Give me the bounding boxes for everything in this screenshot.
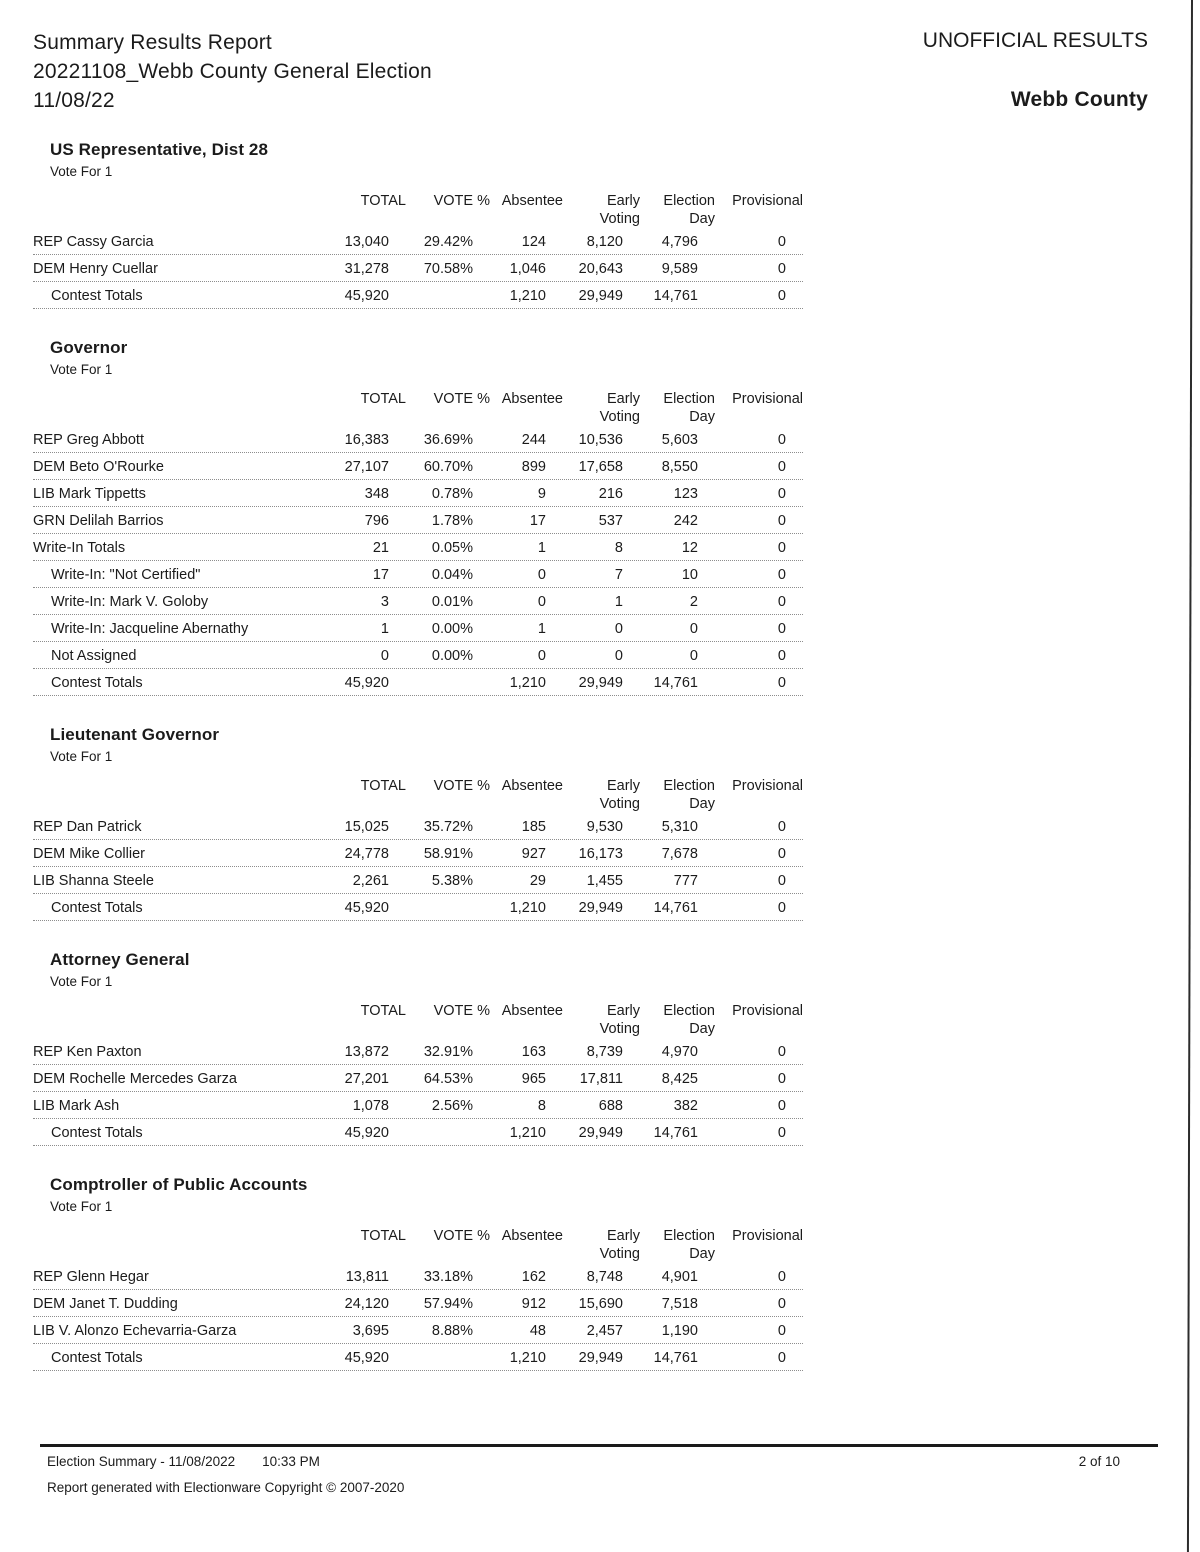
- table-row: [33, 1038, 803, 1065]
- col-header-vote-pct: VOTE %: [433, 1228, 490, 1244]
- early-voting-cell: 15,690: [578, 1296, 623, 1312]
- col-header-election-day: Election Day: [663, 778, 715, 812]
- col-header-provisional: Provisional: [732, 1228, 803, 1244]
- col-header-total: TOTAL: [360, 1228, 406, 1244]
- row-label: DEM Mike Collier: [33, 846, 145, 862]
- table-row: [33, 1092, 803, 1119]
- report-title-block: [33, 28, 432, 115]
- table-row: [33, 1317, 803, 1344]
- provisional-cell: 0: [777, 846, 786, 862]
- total-cell: 27,107: [344, 459, 389, 475]
- provisional-cell: 0: [777, 513, 786, 529]
- early-voting-cell: 29,949: [578, 1125, 623, 1141]
- row-label: REP Ken Paxton: [33, 1044, 142, 1060]
- table-body: [33, 426, 803, 696]
- row-label: DEM Janet T. Dudding: [33, 1296, 178, 1312]
- total-cell: 3: [380, 594, 389, 610]
- total-cell: 17: [372, 567, 389, 583]
- contest-title: Comptroller of Public Accounts: [50, 1175, 308, 1194]
- vote-pct-cell: 8.88%: [431, 1323, 473, 1339]
- election-day-cell: 4,970: [661, 1044, 698, 1060]
- election-day-cell: 4,796: [661, 234, 698, 250]
- vote-pct-cell: [406, 288, 490, 304]
- vote-pct-cell: [406, 1125, 490, 1141]
- absentee-cell: 1: [537, 540, 546, 556]
- election-day-cell: 0: [689, 621, 698, 637]
- election-day-cell: 382: [673, 1098, 698, 1114]
- total-cell: 45,920: [344, 1350, 389, 1366]
- table-row: [33, 561, 803, 588]
- col-header-election-day: Election Day: [663, 1228, 715, 1262]
- scan-edge-line: [1187, 0, 1193, 1552]
- col-header-total: TOTAL: [360, 193, 406, 209]
- col-header-vote-pct: VOTE %: [433, 1003, 490, 1019]
- vote-pct-cell: 0.05%: [431, 540, 473, 556]
- total-cell: 24,120: [344, 1296, 389, 1312]
- document-header: [33, 28, 1148, 115]
- table-row: [33, 642, 803, 669]
- absentee-cell: 927: [521, 846, 546, 862]
- absentee-cell: 1,210: [509, 1350, 546, 1366]
- provisional-cell: 0: [777, 1098, 786, 1114]
- col-header-early-voting: Early Voting: [599, 1228, 640, 1262]
- provisional-cell: 0: [777, 1323, 786, 1339]
- row-label: DEM Beto O'Rourke: [33, 459, 164, 475]
- election-name: 20221108_Webb County General Election: [33, 60, 432, 83]
- footer-generated: Report generated with Electionware Copyright © 2007-2020: [47, 1480, 405, 1495]
- vote-pct-cell: 32.91%: [423, 1044, 473, 1060]
- row-label: Contest Totals: [51, 288, 143, 304]
- provisional-cell: 0: [777, 819, 786, 835]
- election-day-cell: 14,761: [653, 288, 698, 304]
- contest-title: Lieutenant Governor: [50, 725, 220, 744]
- total-cell: 796: [364, 513, 389, 529]
- header-spacer: [33, 1002, 322, 1038]
- election-date: 11/08/22: [33, 89, 115, 112]
- col-header-provisional: Provisional: [732, 391, 803, 407]
- provisional-cell: 0: [777, 594, 786, 610]
- table-row: [33, 1290, 803, 1317]
- early-voting-cell: 29,949: [578, 900, 623, 916]
- vote-pct-cell: 36.69%: [423, 432, 473, 448]
- absentee-cell: 912: [521, 1296, 546, 1312]
- table-row: [33, 507, 803, 534]
- absentee-cell: 965: [521, 1071, 546, 1087]
- row-label: LIB Mark Tippetts: [33, 486, 146, 502]
- footer-rule: [40, 1444, 1158, 1447]
- election-day-cell: 2: [689, 594, 698, 610]
- row-label: Write-In: "Not Certified": [51, 567, 201, 583]
- vote-pct-cell: 64.53%: [423, 1071, 473, 1087]
- election-day-cell: 5,603: [661, 432, 698, 448]
- provisional-cell: 0: [777, 1125, 786, 1141]
- early-voting-cell: 537: [598, 513, 623, 529]
- absentee-cell: 1,210: [509, 1125, 546, 1141]
- total-cell: 13,872: [344, 1044, 389, 1060]
- provisional-cell: 0: [777, 234, 786, 250]
- row-label: LIB Mark Ash: [33, 1098, 120, 1114]
- county-name: Webb County: [1010, 88, 1148, 111]
- total-cell: 16,383: [344, 432, 389, 448]
- provisional-cell: 0: [777, 567, 786, 583]
- election-day-cell: 777: [673, 873, 698, 889]
- election-day-cell: 8,550: [661, 459, 698, 475]
- election-day-cell: 242: [673, 513, 698, 529]
- table-row: [33, 282, 803, 309]
- provisional-cell: 0: [777, 432, 786, 448]
- col-header-absentee: Absentee: [501, 1228, 563, 1244]
- early-voting-cell: 16,173: [578, 846, 623, 862]
- absentee-cell: 8: [537, 1098, 546, 1114]
- total-cell: 45,920: [344, 675, 389, 691]
- col-header-absentee: Absentee: [501, 778, 563, 794]
- row-label: LIB Shanna Steele: [33, 873, 154, 889]
- row-label: LIB V. Alonzo Echevarria-Garza: [33, 1323, 237, 1339]
- total-cell: 2,261: [352, 873, 389, 889]
- row-label: Contest Totals: [51, 675, 143, 691]
- table-body: [33, 1038, 803, 1146]
- col-header-vote-pct: VOTE %: [433, 193, 490, 209]
- early-voting-cell: 8: [614, 540, 623, 556]
- early-voting-cell: 29,949: [578, 675, 623, 691]
- early-voting-cell: 8,739: [586, 1044, 623, 1060]
- col-header-absentee: Absentee: [501, 1003, 563, 1019]
- absentee-cell: 1,210: [509, 288, 546, 304]
- early-voting-cell: 7: [614, 567, 623, 583]
- footer-summary-group: [47, 1454, 320, 1469]
- table-body: [33, 228, 803, 309]
- table-row: [33, 894, 803, 921]
- table-row: [33, 867, 803, 894]
- absentee-cell: 185: [521, 819, 546, 835]
- col-header-absentee: Absentee: [501, 391, 563, 407]
- table-header-row: [33, 192, 803, 228]
- absentee-cell: 162: [521, 1269, 546, 1285]
- contest-title: Governor: [50, 338, 128, 357]
- provisional-cell: 0: [777, 621, 786, 637]
- provisional-cell: 0: [777, 459, 786, 475]
- row-label: Contest Totals: [51, 1350, 143, 1366]
- total-cell: 3,695: [352, 1323, 389, 1339]
- early-voting-cell: 17,811: [579, 1071, 623, 1087]
- absentee-cell: 1: [537, 621, 546, 637]
- election-day-cell: 9,589: [661, 261, 698, 277]
- row-label: Write-In: Jacqueline Abernathy: [51, 621, 249, 637]
- absentee-cell: 0: [537, 648, 546, 664]
- total-cell: 1: [380, 621, 389, 637]
- absentee-cell: 1,046: [509, 261, 546, 277]
- provisional-cell: 0: [777, 486, 786, 502]
- election-day-cell: 7,518: [661, 1296, 698, 1312]
- col-header-vote-pct: VOTE %: [433, 391, 490, 407]
- election-day-cell: 14,761: [653, 675, 698, 691]
- provisional-cell: 0: [777, 1296, 786, 1312]
- row-label: REP Cassy Garcia: [33, 234, 154, 250]
- election-day-cell: 1,190: [661, 1323, 698, 1339]
- absentee-cell: 0: [537, 567, 546, 583]
- provisional-cell: 0: [777, 675, 786, 691]
- col-header-total: TOTAL: [360, 778, 406, 794]
- election-day-cell: 0: [689, 648, 698, 664]
- vote-pct-cell: 60.70%: [423, 459, 473, 475]
- table-body: [33, 813, 803, 921]
- unofficial-results-label: UNOFFICIAL RESULTS: [922, 29, 1148, 52]
- table-row: [33, 1065, 803, 1092]
- col-header-election-day: Election Day: [663, 1003, 715, 1037]
- early-voting-cell: 10,536: [578, 432, 623, 448]
- provisional-cell: 0: [777, 1269, 786, 1285]
- col-header-provisional: Provisional: [732, 193, 803, 209]
- vote-pct-cell: [406, 675, 490, 691]
- contest-section: [33, 725, 803, 921]
- vote-pct-cell: 35.72%: [423, 819, 473, 835]
- table-row: [33, 615, 803, 642]
- contest-title: Attorney General: [50, 950, 190, 969]
- early-voting-cell: 8,120: [586, 234, 623, 250]
- row-label: Contest Totals: [51, 900, 143, 916]
- absentee-cell: 0: [537, 594, 546, 610]
- row-label: DEM Rochelle Mercedes Garza: [33, 1071, 237, 1087]
- total-cell: 13,040: [344, 234, 389, 250]
- table-header-row: [33, 777, 803, 813]
- vote-pct-cell: 0.00%: [431, 648, 473, 664]
- early-voting-cell: 29,949: [578, 288, 623, 304]
- footer-line: [47, 1454, 1120, 1469]
- provisional-cell: 0: [777, 288, 786, 304]
- election-day-cell: 8,425: [661, 1071, 698, 1087]
- vote-pct-cell: 70.58%: [423, 261, 473, 277]
- vote-for-label: Vote For 1: [50, 362, 113, 377]
- table-row: [33, 1263, 803, 1290]
- vote-pct-cell: 57.94%: [423, 1296, 473, 1312]
- table-row: [33, 255, 803, 282]
- early-voting-cell: 8,748: [586, 1269, 623, 1285]
- col-header-early-voting: Early Voting: [599, 778, 640, 812]
- absentee-cell: 1,210: [509, 675, 546, 691]
- col-header-provisional: Provisional: [732, 778, 803, 794]
- early-voting-cell: 17,658: [578, 459, 623, 475]
- vote-for-label: Vote For 1: [50, 749, 113, 764]
- col-header-election-day: Election Day: [663, 193, 715, 227]
- total-cell: 45,920: [344, 288, 389, 304]
- col-header-early-voting: Early Voting: [599, 193, 640, 227]
- absentee-cell: 124: [521, 234, 546, 250]
- table-row: [33, 480, 803, 507]
- table-row: [33, 813, 803, 840]
- early-voting-cell: 216: [598, 486, 623, 502]
- early-voting-cell: 29,949: [578, 1350, 623, 1366]
- absentee-cell: 899: [521, 459, 546, 475]
- table-row: [33, 534, 803, 561]
- absentee-cell: 1,210: [509, 900, 546, 916]
- table-row: [33, 1344, 803, 1371]
- vote-pct-cell: 1.78%: [431, 513, 473, 529]
- vote-pct-cell: [406, 900, 490, 916]
- page-number: 2 of 10: [1078, 1454, 1120, 1469]
- election-day-cell: 14,761: [653, 1125, 698, 1141]
- contest-section: [33, 140, 803, 309]
- total-cell: 27,201: [344, 1071, 389, 1087]
- provisional-cell: 0: [777, 1044, 786, 1060]
- vote-pct-cell: [406, 1350, 490, 1366]
- vote-for-label: Vote For 1: [50, 1199, 113, 1214]
- vote-pct-cell: 33.18%: [423, 1269, 473, 1285]
- col-header-early-voting: Early Voting: [599, 391, 640, 425]
- contest-section: [33, 950, 803, 1146]
- election-day-cell: 4,901: [661, 1269, 698, 1285]
- contest-section: [33, 1175, 803, 1371]
- table-row: [33, 588, 803, 615]
- provisional-cell: 0: [777, 648, 786, 664]
- provisional-cell: 0: [777, 900, 786, 916]
- absentee-cell: 163: [521, 1044, 546, 1060]
- vote-pct-cell: 5.38%: [431, 873, 473, 889]
- early-voting-cell: 9,530: [586, 819, 623, 835]
- table-row: [33, 453, 803, 480]
- early-voting-cell: 0: [614, 648, 623, 664]
- col-header-total: TOTAL: [360, 391, 406, 407]
- header-spacer: [33, 390, 322, 426]
- total-cell: 24,778: [344, 846, 389, 862]
- election-day-cell: 14,761: [653, 1350, 698, 1366]
- total-cell: 348: [364, 486, 389, 502]
- contest-title: US Representative, Dist 28: [50, 140, 269, 159]
- col-header-election-day: Election Day: [663, 391, 715, 425]
- row-label: DEM Henry Cuellar: [33, 261, 158, 277]
- header-spacer: [33, 1227, 322, 1263]
- vote-pct-cell: 0.04%: [431, 567, 473, 583]
- header-spacer: [33, 192, 322, 228]
- vote-pct-cell: 2.56%: [431, 1098, 473, 1114]
- absentee-cell: 29: [529, 873, 546, 889]
- total-cell: 31,278: [344, 261, 389, 277]
- vote-pct-cell: 0.78%: [431, 486, 473, 502]
- vote-pct-cell: 0.01%: [431, 594, 473, 610]
- table-row: [33, 840, 803, 867]
- total-cell: 0: [380, 648, 389, 664]
- absentee-cell: 48: [529, 1323, 546, 1339]
- absentee-cell: 17: [529, 513, 546, 529]
- election-day-cell: 10: [681, 567, 698, 583]
- table-body: [33, 1263, 803, 1371]
- row-label: GRN Delilah Barrios: [33, 513, 164, 529]
- row-label: REP Greg Abbott: [33, 432, 144, 448]
- contest-section: [33, 338, 803, 696]
- provisional-cell: 0: [777, 1350, 786, 1366]
- contests-container: [33, 140, 803, 1400]
- early-voting-cell: 1,455: [586, 873, 623, 889]
- early-voting-cell: 1: [614, 594, 623, 610]
- row-label: Write-In Totals: [33, 540, 126, 556]
- col-header-provisional: Provisional: [732, 1003, 803, 1019]
- election-day-cell: 7,678: [661, 846, 698, 862]
- total-cell: 45,920: [344, 900, 389, 916]
- total-cell: 15,025: [344, 819, 389, 835]
- col-header-vote-pct: VOTE %: [433, 778, 490, 794]
- document-footer: [0, 1444, 1200, 1495]
- footer-time: 10:33 PM: [262, 1454, 320, 1469]
- absentee-cell: 244: [521, 432, 546, 448]
- row-label: Write-In: Mark V. Goloby: [51, 594, 209, 610]
- early-voting-cell: 2,457: [586, 1323, 623, 1339]
- vote-pct-cell: 58.91%: [423, 846, 473, 862]
- table-row: [33, 1119, 803, 1146]
- row-label: Not Assigned: [51, 648, 137, 664]
- total-cell: 21: [372, 540, 389, 556]
- table-row: [33, 426, 803, 453]
- provisional-cell: 0: [777, 1071, 786, 1087]
- early-voting-cell: 20,643: [578, 261, 623, 277]
- table-row: [33, 669, 803, 696]
- provisional-cell: 0: [777, 540, 786, 556]
- footer-summary: Election Summary - 11/08/2022: [47, 1454, 236, 1469]
- absentee-cell: 9: [537, 486, 546, 502]
- election-day-cell: 5,310: [661, 819, 698, 835]
- vote-pct-cell: 29.42%: [423, 234, 473, 250]
- provisional-cell: 0: [777, 873, 786, 889]
- election-day-cell: 12: [681, 540, 698, 556]
- col-header-absentee: Absentee: [501, 193, 563, 209]
- table-header-row: [33, 1002, 803, 1038]
- early-voting-cell: 688: [598, 1098, 623, 1114]
- total-cell: 45,920: [344, 1125, 389, 1141]
- report-status-block: [923, 28, 1148, 115]
- header-spacer: [33, 777, 322, 813]
- report-title: Summary Results Report: [33, 31, 272, 54]
- vote-pct-cell: 0.00%: [431, 621, 473, 637]
- vote-for-label: Vote For 1: [50, 974, 113, 989]
- table-row: [33, 228, 803, 255]
- row-label: REP Dan Patrick: [33, 819, 142, 835]
- vote-for-label: Vote For 1: [50, 164, 113, 179]
- election-day-cell: 14,761: [653, 900, 698, 916]
- total-cell: 1,078: [352, 1098, 389, 1114]
- election-day-cell: 123: [673, 486, 698, 502]
- provisional-cell: 0: [777, 261, 786, 277]
- col-header-early-voting: Early Voting: [599, 1003, 640, 1037]
- row-label: Contest Totals: [51, 1125, 143, 1141]
- table-header-row: [33, 390, 803, 426]
- row-label: REP Glenn Hegar: [33, 1269, 149, 1285]
- total-cell: 13,811: [345, 1269, 389, 1285]
- table-header-row: [33, 1227, 803, 1263]
- early-voting-cell: 0: [614, 621, 623, 637]
- col-header-total: TOTAL: [360, 1003, 406, 1019]
